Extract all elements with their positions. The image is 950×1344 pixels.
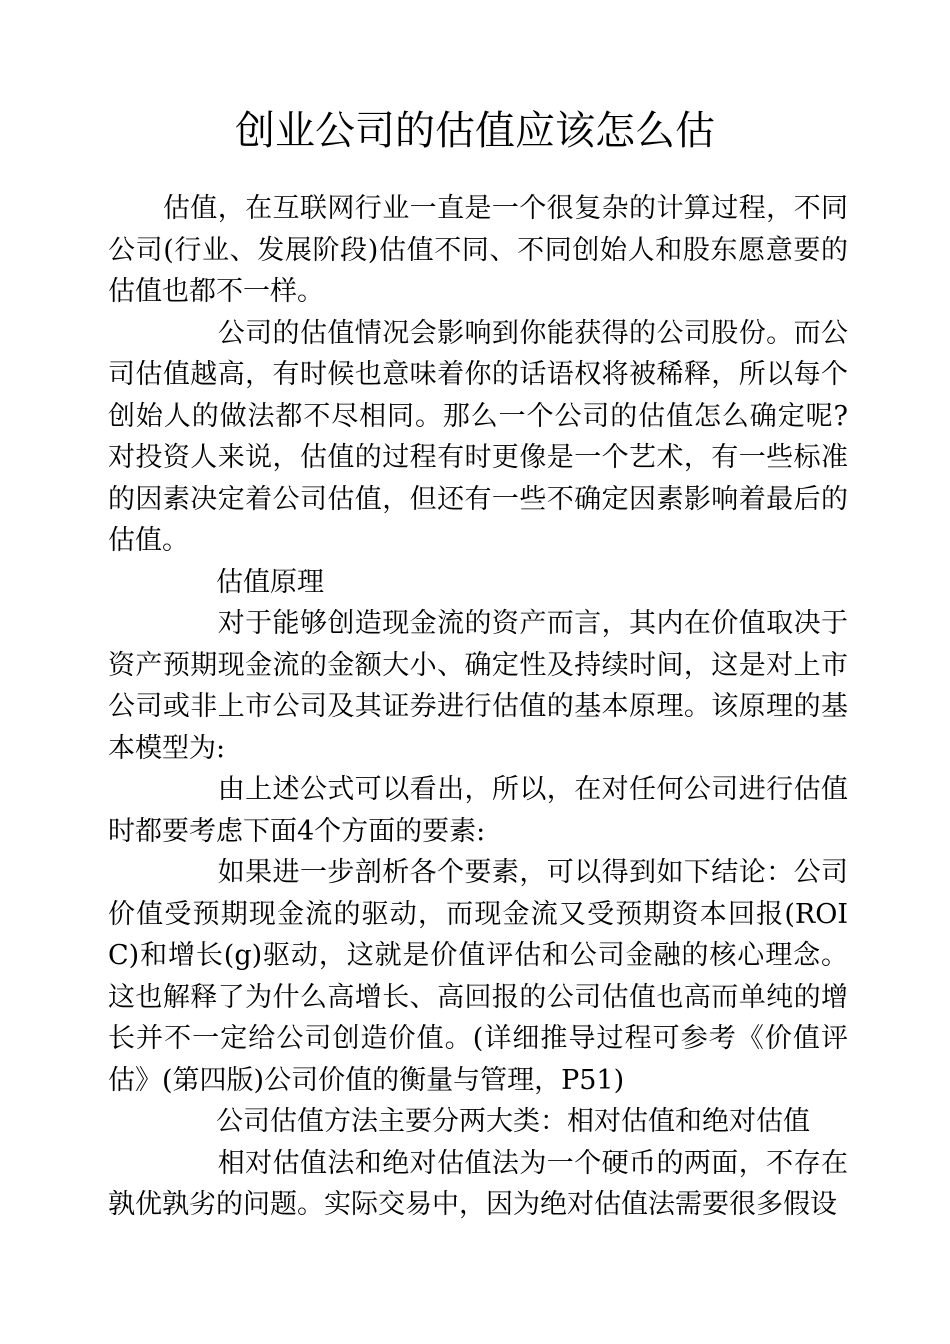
paragraph-valuation-impact: 公司的估值情况会影响到你能获得的公司股份。而公司估值越高，有时候也意味着你的话语权将被稀释，所以每个创始人的做法都不尽相同。那么一个公司的估值怎么确定呢?对投资人来说，估值的过程有时更像是一个艺术，有一些标准的因素决定着公司估值，但还有一些不确定因素影响着最后的估值。 (108, 317, 848, 556)
document-body (108, 188, 848, 1226)
paragraph-four-factors: 由上述公式可以看出，所以，在对任何公司进行估值时都要考虑下面4个方面的要素: (108, 774, 848, 847)
paragraph-principle: 对于能够创造现金流的资产而言，其内在价值取决于资产预期现金流的金额大小、确定性及持续时间，这是对上市公司或非上市公司及其证券进行估值的基本原理。该原理的基本模型为: (108, 608, 848, 764)
paragraph-relative-absolute: 相对估值法和绝对估值法为一个硬币的两面，不存在孰优孰劣的问题。实际交易中，因为绝对估值法需要很多假设 (108, 1147, 848, 1220)
paragraph-heading-principle: 估值原理 (108, 566, 324, 598)
document-title: 创业公司的估值应该怎么估 (235, 108, 715, 154)
paragraph-intro: 估值，在互联网行业一直是一个很复杂的计算过程，不同公司(行业、发展阶段)估值不同、不同创始人和股东愿意要的估值也都不一样。 (108, 193, 848, 307)
paragraph-analysis: 如果进一步剖析各个要素，可以得到如下结论：公司价值受预期现金流的驱动，而现金流又受预期资本回报(ROIC)和增长(g)驱动，这就是价值评估和公司金融的核心理念。这也解释了为什么高增长、高回报的公司估值也高而单纯的增长并不一定给公司创造价值。(详细推导过程可参考《价值评估》(第四版)公司价值的衡量与管理，P51) (108, 857, 848, 1096)
paragraph-methods: 公司估值方法主要分两大类：相对估值和绝对估值 (108, 1106, 810, 1137)
